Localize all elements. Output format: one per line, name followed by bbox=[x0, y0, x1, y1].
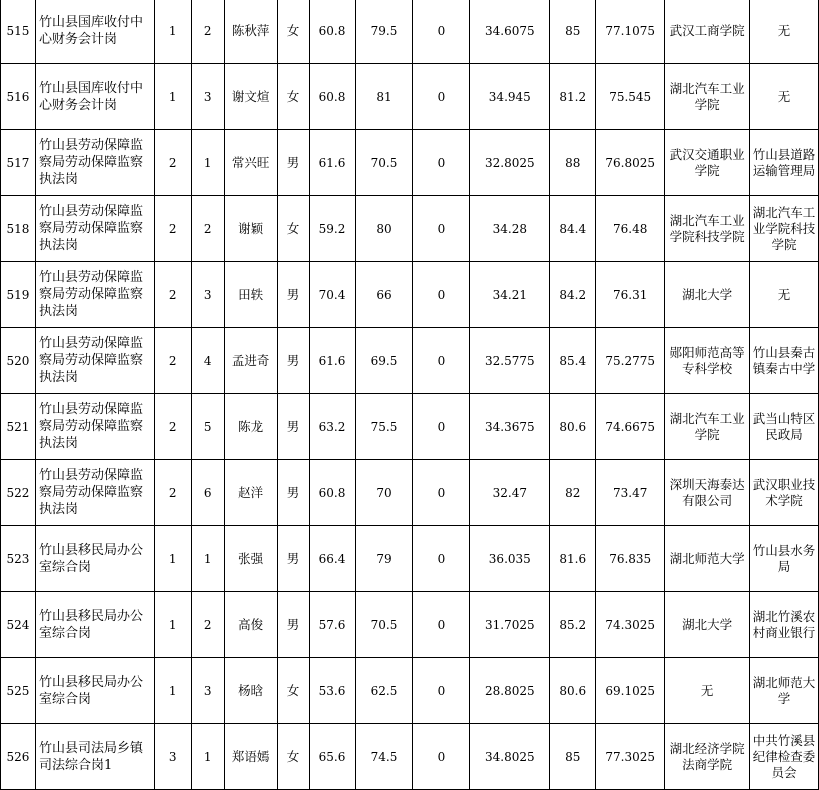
bonus-points: 0 bbox=[413, 328, 470, 394]
written-score: 57.6 bbox=[309, 592, 355, 658]
second-score: 79.5 bbox=[355, 0, 413, 64]
candidate-name: 高俊 bbox=[224, 592, 277, 658]
rank: 3 bbox=[191, 64, 224, 130]
gender: 女 bbox=[277, 0, 309, 64]
table-row bbox=[1, 460, 819, 526]
employer: 无 bbox=[750, 0, 819, 64]
school: 湖北经济学院法商学院 bbox=[665, 724, 750, 790]
post-name: 竹山县劳动保障监察局劳动保障监察执法岗 bbox=[35, 130, 154, 196]
employer: 湖北汽车工业学院科技学院 bbox=[750, 196, 819, 262]
weighted-written-score: 34.8025 bbox=[470, 724, 550, 790]
total-score: 77.3025 bbox=[596, 724, 665, 790]
total-score: 74.3025 bbox=[596, 592, 665, 658]
gender: 男 bbox=[277, 460, 309, 526]
interview-score: 85.4 bbox=[550, 328, 596, 394]
school: 湖北大学 bbox=[665, 262, 750, 328]
table-row bbox=[1, 658, 819, 724]
post-name: 竹山县劳动保障监察局劳动保障监察执法岗 bbox=[35, 460, 154, 526]
post-code: 2 bbox=[154, 328, 191, 394]
second-score: 70.5 bbox=[355, 130, 413, 196]
bonus-points: 0 bbox=[413, 526, 470, 592]
table-row bbox=[1, 724, 819, 790]
bonus-points: 0 bbox=[413, 394, 470, 460]
weighted-written-score: 32.8025 bbox=[470, 130, 550, 196]
gender: 女 bbox=[277, 658, 309, 724]
gender: 女 bbox=[277, 724, 309, 790]
post-code: 2 bbox=[154, 262, 191, 328]
interview-score: 85 bbox=[550, 0, 596, 64]
interview-score: 80.6 bbox=[550, 658, 596, 724]
row-number: 519 bbox=[1, 262, 36, 328]
written-score: 65.6 bbox=[309, 724, 355, 790]
bonus-points: 0 bbox=[413, 460, 470, 526]
post-name: 竹山县国库收付中心财务会计岗 bbox=[35, 0, 154, 64]
gender: 男 bbox=[277, 328, 309, 394]
employer: 武当山特区民政局 bbox=[750, 394, 819, 460]
written-score: 66.4 bbox=[309, 526, 355, 592]
post-name: 竹山县劳动保障监察局劳动保障监察执法岗 bbox=[35, 262, 154, 328]
employer: 中共竹溪县纪律检查委员会 bbox=[750, 724, 819, 790]
table-row bbox=[1, 394, 819, 460]
weighted-written-score: 34.6075 bbox=[470, 0, 550, 64]
weighted-written-score: 28.8025 bbox=[470, 658, 550, 724]
table-row bbox=[1, 592, 819, 658]
second-score: 62.5 bbox=[355, 658, 413, 724]
weighted-written-score: 34.21 bbox=[470, 262, 550, 328]
post-name: 竹山县劳动保障监察局劳动保障监察执法岗 bbox=[35, 196, 154, 262]
interview-score: 84.2 bbox=[550, 262, 596, 328]
candidate-name: 张强 bbox=[224, 526, 277, 592]
written-score: 53.6 bbox=[309, 658, 355, 724]
interview-score: 85.2 bbox=[550, 592, 596, 658]
rank: 2 bbox=[191, 592, 224, 658]
employer: 武汉职业技术学院 bbox=[750, 460, 819, 526]
post-name: 竹山县移民局办公室综合岗 bbox=[35, 526, 154, 592]
post-code: 1 bbox=[154, 526, 191, 592]
post-code: 2 bbox=[154, 130, 191, 196]
table-row bbox=[1, 196, 819, 262]
interview-score: 80.6 bbox=[550, 394, 596, 460]
candidate-name: 谢颖 bbox=[224, 196, 277, 262]
employer: 湖北竹溪农村商业银行 bbox=[750, 592, 819, 658]
school: 深圳天海泰达有限公司 bbox=[665, 460, 750, 526]
row-number: 515 bbox=[1, 0, 36, 64]
interview-score: 81.6 bbox=[550, 526, 596, 592]
bonus-points: 0 bbox=[413, 592, 470, 658]
post-code: 2 bbox=[154, 460, 191, 526]
candidate-name: 郑语嫣 bbox=[224, 724, 277, 790]
weighted-written-score: 34.945 bbox=[470, 64, 550, 130]
post-code: 1 bbox=[154, 0, 191, 64]
written-score: 61.6 bbox=[309, 130, 355, 196]
candidate-name: 田轶 bbox=[224, 262, 277, 328]
written-score: 70.4 bbox=[309, 262, 355, 328]
post-name: 竹山县劳动保障监察局劳动保障监察执法岗 bbox=[35, 328, 154, 394]
table-row bbox=[1, 64, 819, 130]
second-score: 70 bbox=[355, 460, 413, 526]
gender: 男 bbox=[277, 592, 309, 658]
bonus-points: 0 bbox=[413, 64, 470, 130]
bonus-points: 0 bbox=[413, 262, 470, 328]
rank: 1 bbox=[191, 526, 224, 592]
gender: 男 bbox=[277, 394, 309, 460]
school: 武汉工商学院 bbox=[665, 0, 750, 64]
post-name: 竹山县司法局乡镇司法综合岗1 bbox=[35, 724, 154, 790]
weighted-written-score: 36.035 bbox=[470, 526, 550, 592]
row-number: 517 bbox=[1, 130, 36, 196]
second-score: 74.5 bbox=[355, 724, 413, 790]
written-score: 60.8 bbox=[309, 64, 355, 130]
school: 武汉交通职业学院 bbox=[665, 130, 750, 196]
candidate-name: 陈秋萍 bbox=[224, 0, 277, 64]
school: 湖北师范大学 bbox=[665, 526, 750, 592]
employer: 竹山县秦古镇秦古中学 bbox=[750, 328, 819, 394]
table-row bbox=[1, 526, 819, 592]
gender: 男 bbox=[277, 130, 309, 196]
interview-score: 84.4 bbox=[550, 196, 596, 262]
table-row bbox=[1, 328, 819, 394]
employer: 无 bbox=[750, 262, 819, 328]
interview-score: 82 bbox=[550, 460, 596, 526]
rank: 2 bbox=[191, 0, 224, 64]
row-number: 526 bbox=[1, 724, 36, 790]
interview-score: 81.2 bbox=[550, 64, 596, 130]
row-number: 522 bbox=[1, 460, 36, 526]
post-code: 3 bbox=[154, 724, 191, 790]
school: 无 bbox=[665, 658, 750, 724]
written-score: 60.8 bbox=[309, 0, 355, 64]
candidate-name: 陈龙 bbox=[224, 394, 277, 460]
bonus-points: 0 bbox=[413, 724, 470, 790]
post-name: 竹山县移民局办公室综合岗 bbox=[35, 658, 154, 724]
post-code: 2 bbox=[154, 196, 191, 262]
employer: 湖北师范大学 bbox=[750, 658, 819, 724]
candidate-name: 孟进奇 bbox=[224, 328, 277, 394]
written-score: 63.2 bbox=[309, 394, 355, 460]
school: 湖北大学 bbox=[665, 592, 750, 658]
weighted-written-score: 32.5775 bbox=[470, 328, 550, 394]
row-number: 523 bbox=[1, 526, 36, 592]
weighted-written-score: 31.7025 bbox=[470, 592, 550, 658]
rank: 2 bbox=[191, 196, 224, 262]
row-number: 525 bbox=[1, 658, 36, 724]
post-name: 竹山县劳动保障监察局劳动保障监察执法岗 bbox=[35, 394, 154, 460]
total-score: 75.2775 bbox=[596, 328, 665, 394]
post-code: 1 bbox=[154, 658, 191, 724]
second-score: 66 bbox=[355, 262, 413, 328]
rank: 3 bbox=[191, 262, 224, 328]
post-code: 2 bbox=[154, 394, 191, 460]
written-score: 61.6 bbox=[309, 328, 355, 394]
total-score: 76.48 bbox=[596, 196, 665, 262]
total-score: 74.6675 bbox=[596, 394, 665, 460]
second-score: 79 bbox=[355, 526, 413, 592]
written-score: 59.2 bbox=[309, 196, 355, 262]
total-score: 76.31 bbox=[596, 262, 665, 328]
rank: 6 bbox=[191, 460, 224, 526]
rank: 5 bbox=[191, 394, 224, 460]
gender: 男 bbox=[277, 262, 309, 328]
second-score: 75.5 bbox=[355, 394, 413, 460]
bonus-points: 0 bbox=[413, 130, 470, 196]
rank: 1 bbox=[191, 724, 224, 790]
employer: 竹山县道路运输管理局 bbox=[750, 130, 819, 196]
employer: 无 bbox=[750, 64, 819, 130]
post-name: 竹山县国库收付中心财务会计岗 bbox=[35, 64, 154, 130]
table-row bbox=[1, 0, 819, 64]
second-score: 80 bbox=[355, 196, 413, 262]
candidate-name: 赵洋 bbox=[224, 460, 277, 526]
second-score: 70.5 bbox=[355, 592, 413, 658]
bonus-points: 0 bbox=[413, 658, 470, 724]
row-number: 520 bbox=[1, 328, 36, 394]
gender: 女 bbox=[277, 196, 309, 262]
written-score: 60.8 bbox=[309, 460, 355, 526]
table-row bbox=[1, 130, 819, 196]
row-number: 516 bbox=[1, 64, 36, 130]
total-score: 73.47 bbox=[596, 460, 665, 526]
school: 湖北汽车工业学院 bbox=[665, 64, 750, 130]
weighted-written-score: 32.47 bbox=[470, 460, 550, 526]
weighted-written-score: 34.28 bbox=[470, 196, 550, 262]
rank: 4 bbox=[191, 328, 224, 394]
candidate-name: 谢文煊 bbox=[224, 64, 277, 130]
post-name: 竹山县移民局办公室综合岗 bbox=[35, 592, 154, 658]
school: 湖北汽车工业学院科技学院 bbox=[665, 196, 750, 262]
rank: 3 bbox=[191, 658, 224, 724]
gender: 女 bbox=[277, 64, 309, 130]
interview-score: 85 bbox=[550, 724, 596, 790]
total-score: 69.1025 bbox=[596, 658, 665, 724]
post-code: 1 bbox=[154, 64, 191, 130]
employer: 竹山县水务局 bbox=[750, 526, 819, 592]
candidate-name: 杨晗 bbox=[224, 658, 277, 724]
school: 湖北汽车工业学院 bbox=[665, 394, 750, 460]
interview-score: 88 bbox=[550, 130, 596, 196]
total-score: 76.835 bbox=[596, 526, 665, 592]
rank: 1 bbox=[191, 130, 224, 196]
total-score: 76.8025 bbox=[596, 130, 665, 196]
table-row bbox=[1, 262, 819, 328]
total-score: 77.1075 bbox=[596, 0, 665, 64]
row-number: 518 bbox=[1, 196, 36, 262]
row-number: 524 bbox=[1, 592, 36, 658]
bonus-points: 0 bbox=[413, 196, 470, 262]
weighted-written-score: 34.3675 bbox=[470, 394, 550, 460]
school: 郧阳师范高等专科学校 bbox=[665, 328, 750, 394]
row-number: 521 bbox=[1, 394, 36, 460]
post-code: 1 bbox=[154, 592, 191, 658]
second-score: 81 bbox=[355, 64, 413, 130]
total-score: 75.545 bbox=[596, 64, 665, 130]
candidate-name: 常兴旺 bbox=[224, 130, 277, 196]
gender: 男 bbox=[277, 526, 309, 592]
bonus-points: 0 bbox=[413, 0, 470, 64]
second-score: 69.5 bbox=[355, 328, 413, 394]
